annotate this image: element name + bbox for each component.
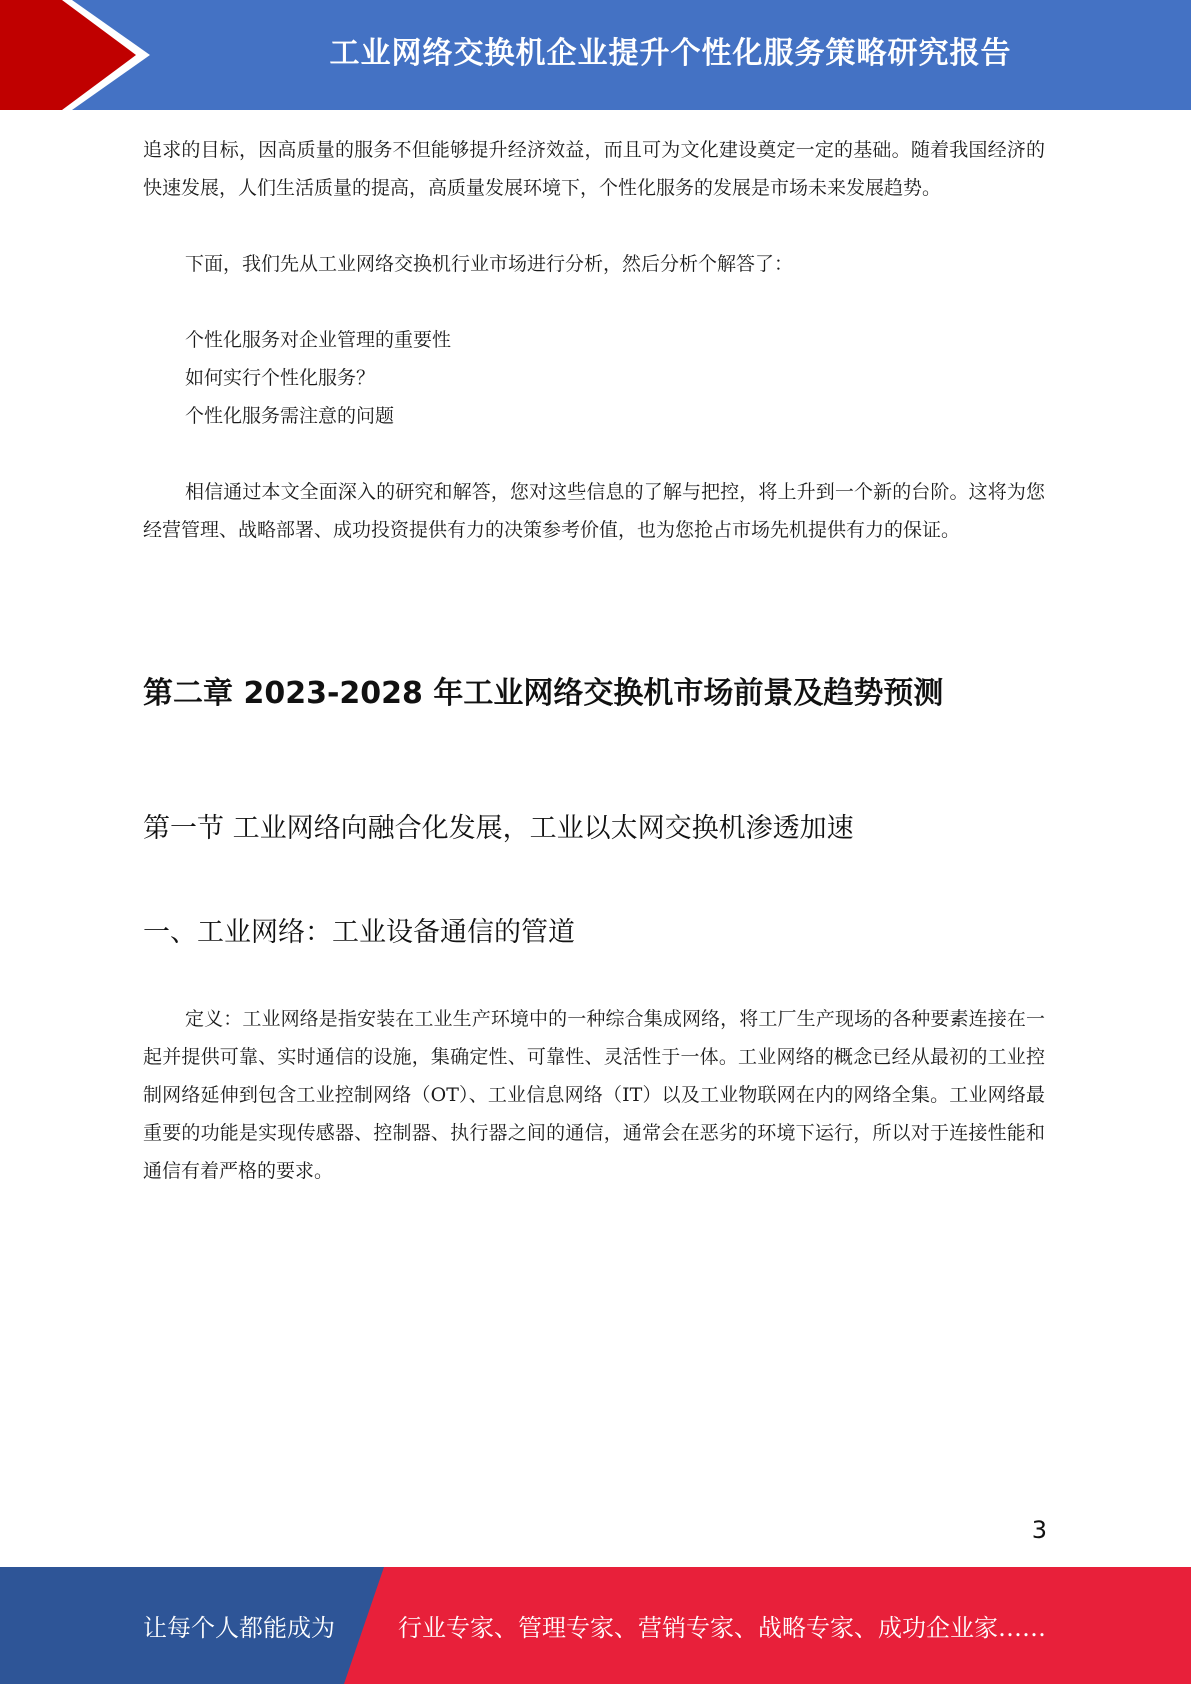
footer-slogan-right: 行业专家、管理专家、营销专家、战略专家、成功企业家…… <box>398 1614 1046 1642</box>
footer-banner <box>0 1567 1191 1684</box>
list-item: 个性化服务需注意的问题 <box>185 405 395 427</box>
list-item: 个性化服务对企业管理的重要性 <box>185 329 452 351</box>
header-banner <box>0 0 1191 110</box>
subsection-title: 一、工业网络：工业设备通信的管道 <box>143 917 575 948</box>
chapter-title: 第二章 2023-2028 年工业网络交换机市场前景及趋势预测 <box>143 676 944 711</box>
header-arrow-decoration <box>0 0 150 110</box>
definition-paragraph: 定义：工业网络是指安装在工业生产环境中的一种综合集成网络，将工厂生产现场的各种要素连接在一起并提供可靠、实时通信的设施，集确定性、可靠性、灵活性于一体。工业网络的概念已经从最初的工业控制网络延伸到包含工业控制网络（OT）、工业信息网络（IT）以及工业物联网在内的网络全集。工业网络最重要的功能是实现传感器、控制器、执行器之间的通信，通常会在恶劣的环境下运行，所以对于连接性能和通信有着严格的要求。 <box>143 1008 1045 1182</box>
definition-section <box>143 1000 1045 1190</box>
section-title: 第一节 工业网络向融合化发展，工业以太网交换机渗透加速 <box>143 813 854 844</box>
report-title: 工业网络交换机企业提升个性化服务策略研究报告 <box>329 36 1012 71</box>
list-item: 如何实行个性化服务？ <box>185 367 376 389</box>
footer-slogan-left: 让每个人都能成为 <box>143 1614 335 1642</box>
intro-paragraph-3: 相信通过本文全面深入的研究和解答，您对这些信息的了解与把控，将上升到一个新的台阶。这将为您经营管理、战略部署、成功投资提供有力的决策参考价值，也为您抢占市场先机提供有力的保证。 <box>143 481 1045 541</box>
intro-paragraph-2: 下面，我们先从工业网络交换机行业市场进行分析，然后分析个解答了： <box>185 253 794 275</box>
intro-section <box>143 131 1045 549</box>
page-number: 3 <box>1031 1516 1047 1544</box>
intro-paragraph-1: 追求的目标，因高质量的服务不但能够提升经济效益，而且可为文化建设奠定一定的基础。随着我国经济的快速发展，人们生活质量的提高，高质量发展环境下，个性化服务的发展是市场未来发展趋势。 <box>143 139 1045 199</box>
